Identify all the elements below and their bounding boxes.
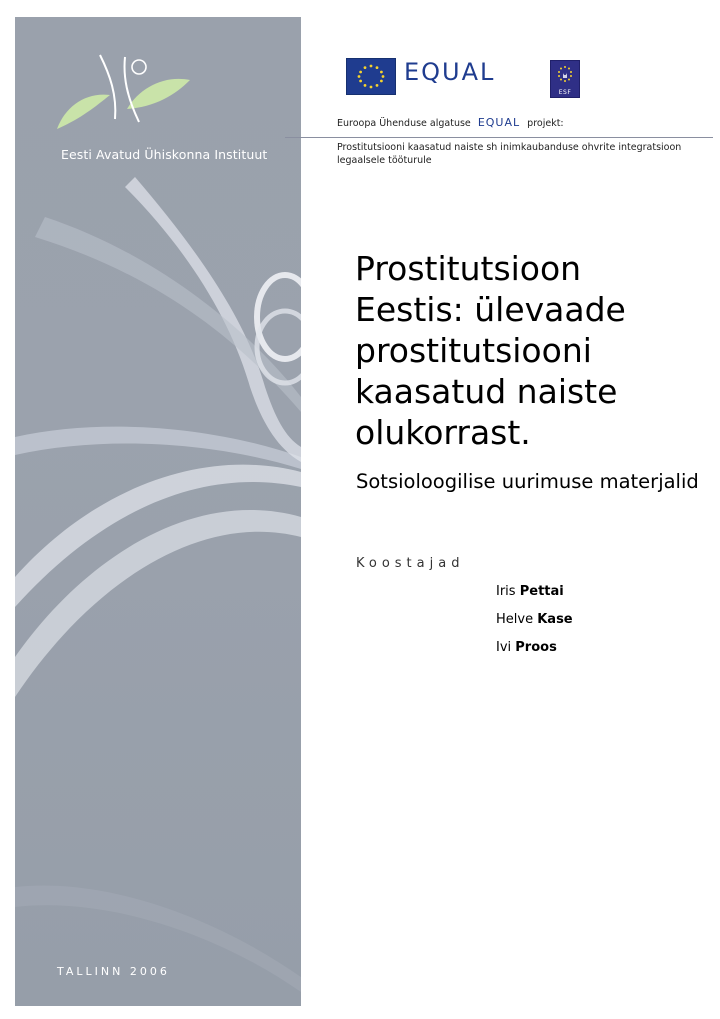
header-divider [285,137,713,138]
esf-label: ESF [558,89,572,96]
author-first-name: Helve [496,612,534,627]
author-first-name: Ivi [496,640,512,655]
author-last-name: Kase [537,612,573,627]
author-first-name: Iris [496,584,516,599]
cover-side-panel [15,17,301,1006]
decorative-swirl-graphic [15,17,301,1006]
equal-logo: EQUAL [404,58,496,86]
project-name: Prostitutsiooni kaasatud naiste sh inimkaubanduse ohvrite integratsioon legaalsele tööturule [337,142,682,166]
author-last-name: Pettai [519,584,564,599]
esf-logo-icon [550,60,580,98]
compilers-label: Koostajad [356,556,465,571]
initiative-line [337,116,564,129]
author-3 [496,640,557,655]
author-last-name: Proos [515,640,557,655]
initiative-suffix: projekt: [527,118,564,129]
institute-name: Eesti Avatud Ühiskonna Instituut [61,147,268,162]
author-1 [496,584,564,599]
document-title: Prostitutsioon Eestis: ülevaade prostitutsiooni kaasatud naiste olukorrast. [355,249,626,452]
initiative-prefix: Euroopa Ühenduse algatuse [337,118,471,129]
author-2 [496,612,573,627]
document-subtitle: Sotsioloogilise uurimuse materjalid [356,470,699,493]
eu-flag-icon [346,58,396,95]
institute-logo [55,47,195,137]
publication-place-year: TALLINN 2006 [57,965,170,978]
initiative-equal-logo: EQUAL [477,116,521,129]
